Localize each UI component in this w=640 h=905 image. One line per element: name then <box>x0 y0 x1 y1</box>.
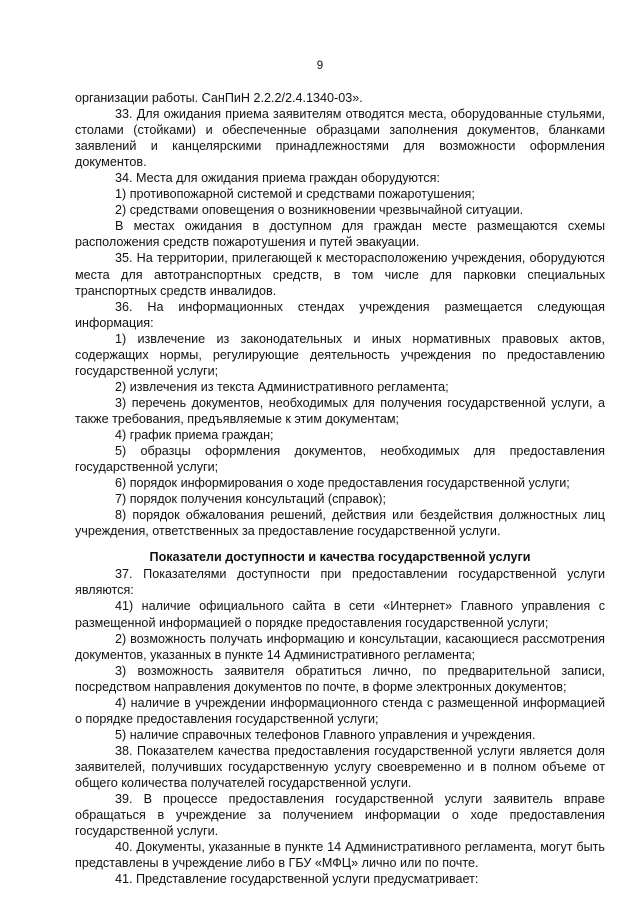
list-item: 1) противопожарной системой и средствами пожаротушения; <box>115 187 475 202</box>
list-item: 4) график приема граждан; <box>115 427 274 442</box>
paragraph: В местах ожидания в доступном для граждан месте размещаются схемы расположения средств пожаротушения и путей эвакуации. <box>75 219 605 250</box>
paragraph: 38. Показателем качества предоставления государственной услуги является доля заявителей, получивших государственную услугу своевременно и в полном объеме от общего количества получателей государственной услуги. <box>75 743 605 790</box>
list-item: 3) перечень документов, необходимых для получения государственной услуги, а также требования, предъявляемые к этим документам; <box>75 395 605 426</box>
list-item: 41) наличие официального сайта в сети «Интернет» Главного управления с размещенной информацией о порядке предоставления государственной услуги; <box>75 599 605 630</box>
paragraph: организации работы. СанПиН 2.2.2/2.4.1340-03». <box>75 91 363 105</box>
paragraph: 35. На территории, прилегающей к месторасположению учреждения, оборудуются места для автотранспортных средств, в том числе для парковки специальных транспортных средств инвалидов. <box>75 251 605 298</box>
paragraph: 41. Представление государственной услуги предусматривает: <box>115 872 479 887</box>
list-item: 2) средствами оповещения о возникновении чрезвычайной ситуации. <box>115 203 524 218</box>
section-heading: Показатели доступности и качества государственной услуги <box>149 550 531 565</box>
document-body <box>75 90 605 887</box>
paragraph: 33. Для ожидания приема заявителям отводятся места, оборудованные стульями, столами (стойками) и обеспеченные образцами заполнения документов, бланками заявлений и канцелярскими принадлежностями для возможности оформления документов. <box>75 107 605 170</box>
list-item: 8) порядок обжалования решений, действия или бездействия должностных лиц учреждения, ответственных за предоставление государственной услуги. <box>75 508 605 539</box>
list-item: 7) порядок получения консультаций (справок); <box>115 492 386 507</box>
list-item: 1) извлечение из законодательных и иных нормативных правовых актов, содержащих нормы, регулирующие деятельность учреждения по предоставлению государственной услуги; <box>75 331 605 378</box>
paragraph: 34. Места для ожидания приема граждан оборудуются: <box>115 171 440 186</box>
paragraph: 39. В процессе предоставления государственной услуги заявитель вправе обращаться в учреждение за получением информации о ходе предоставления государственной услуги. <box>75 792 605 839</box>
list-item: 5) образцы оформления документов, необходимых для предоставления государственной услуги; <box>75 444 605 475</box>
list-item: 2) возможность получать информацию и консультации, касающиеся рассмотрения документов, указанных в пункте 14 Административного регламента; <box>75 631 605 662</box>
paragraph: 37. Показателями доступности при предоставлении государственной услуги являются: <box>75 567 605 598</box>
list-item: 4) наличие в учреждении информационного стенда с размещенной информацией о порядке предоставления государственной услуги; <box>75 695 605 726</box>
list-item: 6) порядок информирования о ходе предоставления государственной услуги; <box>115 476 570 491</box>
list-item: 5) наличие справочных телефонов Главного управления и учреждения. <box>115 727 536 742</box>
paragraph: 36. На информационных стендах учреждения размещается следующая информация: <box>75 299 605 330</box>
list-item: 2) извлечения из текста Административного регламента; <box>115 379 449 394</box>
page-number: 9 <box>316 60 324 72</box>
list-item: 3) возможность заявителя обратиться лично, по предварительной записи, посредством направления документов по почте, в форме электронных документов; <box>75 663 605 694</box>
paragraph: 40. Документы, указанные в пункте 14 Административного регламента, могут быть представлены в учреждение либо в ГБУ «МФЦ» лично или по почте. <box>75 840 605 871</box>
